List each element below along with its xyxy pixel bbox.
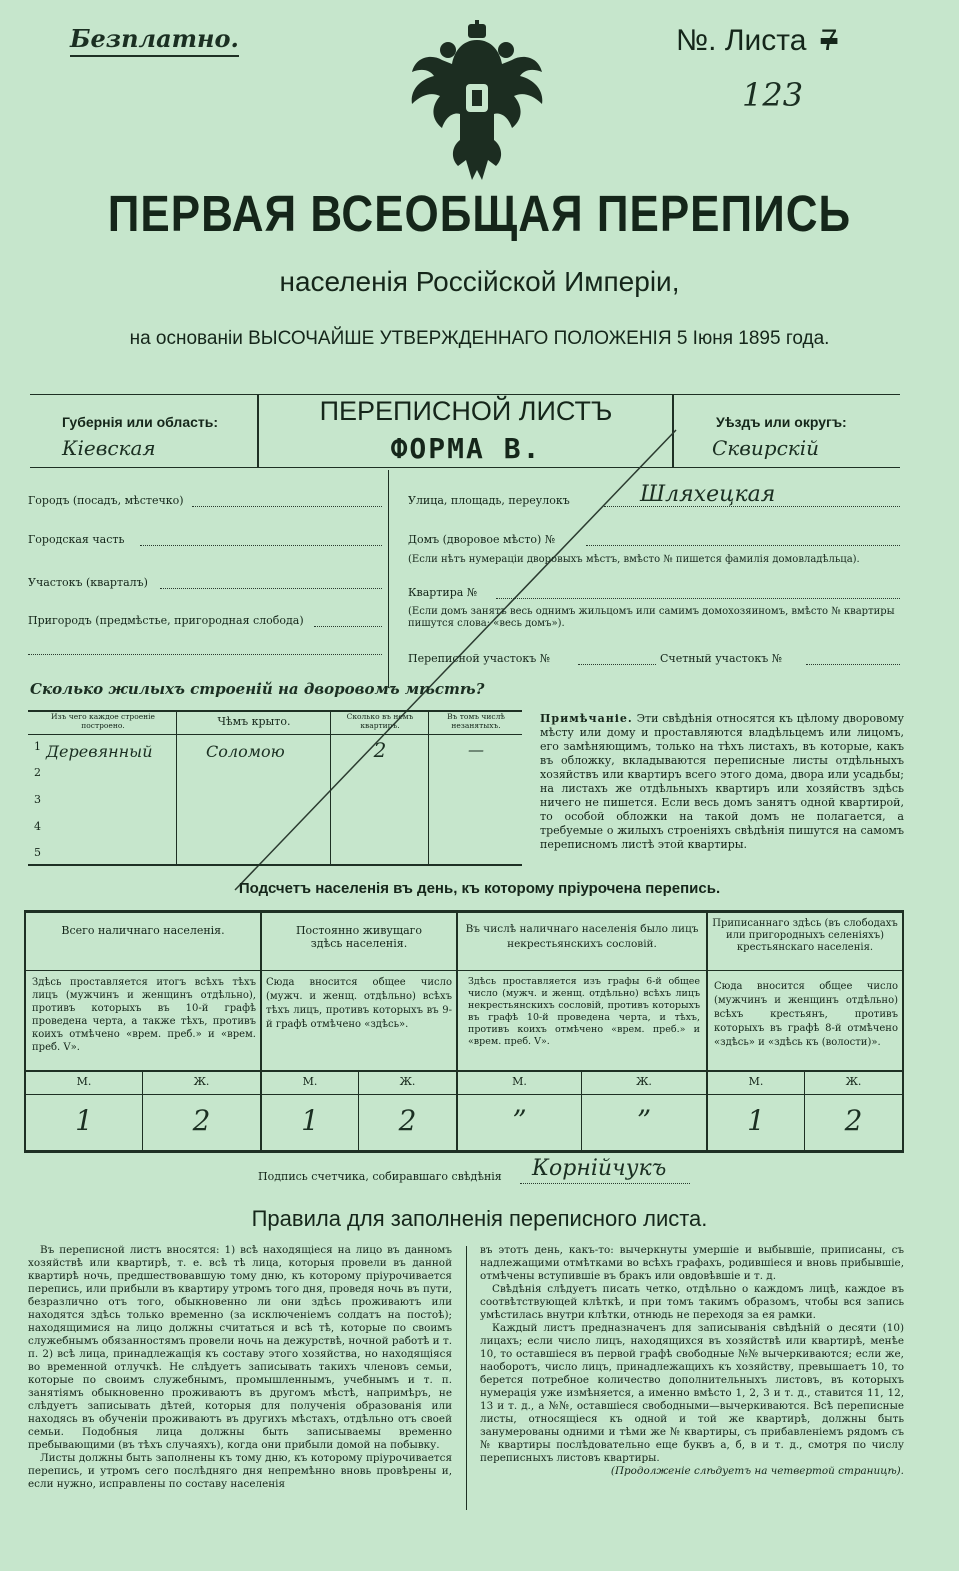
summary-desc-permanent: Сюда вносится общее число (мужч. и женщ. отдѣльно) всѣхъ тѣхъ лицъ, противъ которыхъ въ 9-й графѣ отмѣчено «здѣсь». (266, 977, 452, 1030)
rules-title: Правила для заполненія переписного листа. (251, 1206, 708, 1231)
counting-precinct-label: Счетный участокъ № (660, 652, 783, 665)
summary-f-value: 2 (844, 1104, 863, 1137)
sheet-number-label-text: №. Листа (676, 24, 807, 57)
buildings-row-number: 3 (34, 793, 41, 806)
buildings-note-label: Примѣчаніе. (540, 712, 633, 725)
rules-paragraph: Въ переписной листъ вносятся: 1) всѣ находящіеся на лицо въ данномъ хозяйствѣ или квартирѣ, т. е. всѣ тѣ лица, которыя провели въ данной квартирѣ ночь, предшествовавшую тому дню, къ которому пріурочивается перепись, или прибыли въ квартиру утромъ того дня, проведя ночь въ пути, безразлично отъ того, обыкновенно ли они здѣсь проживаютъ или находятся здѣсь только временно (за исключеніемъ солдатъ на постоѣ); находящимися на лицо должны считаться и всѣ тѣ, которые по своимъ служебнымъ обязанностямъ провели ночь на дежурствѣ, ночной работѣ и т. п. 2) всѣ лица, принадлежащія къ составу этого хозяйства, но находящіяся во временной отлучкѣ. Не слѣдуетъ записывать такихъ членовъ семьи, которые по своимъ служебнымъ, промышленнымъ, учебнымъ и т. п. занятіямъ обыкновенно проживаютъ въ другомъ мѣстѣ, напримѣръ, не слѣдуетъ записывать дѣтей, которыя для полученія образованія или находясь въ обученіи проживаютъ въ другихъ мѣстахъ, отдѣльно отъ своей семьи. Подобныя лица должны быть записываемы временно пребывающими (въ тѣхъ случаяхъ), когда они прибыли домой на побывку. (28, 1244, 452, 1451)
buildings-row-apartments: 2 (373, 738, 387, 762)
district-label: Уѣздъ или округъ: (716, 414, 847, 430)
census-precinct-label: Переписной участокъ № (408, 652, 551, 665)
summary-m-label: М. (302, 1075, 318, 1088)
province-label: Губернія или область: (62, 414, 219, 430)
precinct-label: Участокъ (кварталъ) (28, 576, 148, 589)
rules-left-column (28, 1244, 452, 1491)
sheet-number-handwritten: 123 (742, 76, 804, 114)
apartment-label: Квартира № (408, 586, 478, 599)
city-label: Городъ (посадъ, мѣстечко) (28, 494, 184, 507)
rules-paragraph: Свѣдѣнія слѣдуетъ писать четко, отдѣльно о каждомъ лицѣ, каждое въ соотвѣтствующей клѣткѣ, и при томъ такимъ образомъ, чтобы вся запись умѣстилась внутри клѣтки, отнюдь не переходя за ея рамки. (480, 1283, 904, 1321)
street-value: Шляхецкая (640, 482, 776, 507)
rules-paragraph: въ этотъ день, какъ-то: вычеркнуты умершіе и выбывшіе, приписаны, съ надлежащими отмѣтками во всѣхъ графахъ, родившіеся и вновь прибывшіе, отмѣчены вступившіе въ бракъ или овдовѣвшіе и т. д. (480, 1244, 904, 1282)
summary-head-present: Всего наличнаго населенія. (61, 924, 225, 937)
buildings-header-material: Изъ чего каждое строеніе построено. (51, 712, 155, 730)
buildings-note (540, 712, 904, 852)
summary-m-value: ” (512, 1104, 527, 1137)
summary-f-label: Ж. (636, 1075, 652, 1088)
census-title: ПЕРВАЯ ВСЕОБЩАЯ ПЕРЕПИСЬ (107, 186, 852, 243)
summary-head-peasant: Приписаннаго здѣсь (въ слободахъ или пригородныхъ селеніяхъ) крестьянскаго населенія. (712, 918, 898, 953)
signature-value: Корнійчукъ (532, 1156, 667, 1181)
signature-label: Подпись счетчика, собиравшаго свѣдѣнія (258, 1170, 502, 1183)
rules-right-column (480, 1244, 904, 1478)
census-subtitle: населенія Россійской Имперіи, (279, 266, 680, 297)
census-basis: на основаніи ВЫСОЧАЙШЕ УТВЕРЖДЕННАГО ПОЛОЖЕНІЯ 5 Іюня 1895 года. (129, 328, 830, 349)
summary-title: Подсчетъ населенія въ день, къ которому пріурочена перепись. (238, 880, 721, 897)
street-label: Улица, площадь, переулокъ (408, 494, 570, 507)
summary-head-nonpeasant: Въ числѣ наличнаго населенія было лицъ некрестьянскихъ сословій. (465, 923, 699, 950)
summary-m-value: 1 (301, 1104, 319, 1137)
population-summary-table (24, 910, 904, 1153)
house-label: Домъ (дворовое мѣсто) № (408, 533, 556, 546)
city-part-label: Городская часть (28, 533, 125, 546)
house-note: (Если нѣтъ нумераціи дворовыхъ мѣстъ, вмѣсто № пишется фамилія домовладѣльца). (408, 554, 860, 565)
province-value: Кіевская (62, 436, 156, 460)
buildings-row-roof: Соломою (206, 742, 285, 761)
summary-desc-peasant: Сюда вносится общее число (мужчинъ и женщинъ отдѣльно) всѣхъ крестьянъ, противъ которыхъ въ графѣ 8-й отмѣчено «здѣсь» и «здѣсь къ (волости)». (714, 981, 898, 1048)
summary-m-value: 1 (747, 1104, 765, 1137)
rules-paragraph: Листы должны быть заполнены къ тому дню, къ которому пріурочивается перепись, и утромъ сего послѣдняго дня непремѣнно вновь провѣрены и, если нужно, исправлены по составу населенія (28, 1452, 452, 1490)
district-value: Сквирскій (712, 436, 819, 460)
summary-head-permanent: Постоянно живущаго здѣсь населенія. (295, 924, 423, 950)
summary-m-label: М. (76, 1075, 92, 1088)
buildings-table (28, 710, 522, 866)
summary-f-value: 2 (192, 1104, 211, 1137)
form-label: ФОРМА В. (390, 432, 542, 465)
buildings-header-roof: Чѣмъ крыто. (217, 715, 291, 728)
buildings-row-number: 1 (34, 740, 41, 753)
summary-desc-present: Здѣсь проставляется итогъ всѣхъ тѣхъ лицъ (мужчинъ и женщинъ отдѣльно), противъ которыхъ въ 10-й графѣ проведена черта, а также тѣхъ, противъ коихъ отмѣчено «врем. преб.» и «врем. преб. V». (32, 977, 256, 1053)
buildings-row-number: 2 (34, 766, 41, 779)
buildings-row-number: 4 (34, 820, 41, 833)
sheet-number-struck: 7 (820, 24, 838, 57)
buildings-header-apartments: Сколько въ немъ квартиръ. (346, 712, 414, 730)
free-label: Безплатно. (70, 24, 239, 57)
buildings-header-vacant: Въ томъ числѣ незанятыхъ. (447, 712, 505, 730)
census-sheet-title: ПЕРЕПИСНОЙ ЛИСТЪ (319, 396, 613, 426)
summary-desc-nonpeasant: Здѣсь проставляется изъ графы 6-й общее число (мужч. и женщ. отдѣльно) всѣхъ лицъ некрестьянскихъ сословій, противъ которыхъ въ графѣ 10-й проведена черта, и тѣхъ, противъ коихъ отмѣчено «врем. преб.» и «врем. преб. V». (468, 976, 700, 1047)
buildings-row-material: Деревянный (46, 742, 153, 761)
summary-f-value: 2 (398, 1104, 417, 1137)
buildings-question: Сколько жилыхъ строеній на дворовомъ мѣстѣ? (30, 680, 485, 698)
buildings-note-text: Эти свѣдѣнія относятся къ цѣлому дворовому мѣсту или дому и проставляются владѣльцемъ или лицомъ, его замѣняющимъ, только на тѣхъ листахъ, въ которые, какъ въ обложку, вкладываются переписные листы отдѣльныхъ хозяйствъ или квартиръ всего этого дома, двора или усадьбы; на листахъ же отдѣльныхъ квартиръ или хозяйствъ здѣсь ничего не пишется. Если весь домъ занятъ одной квартирой, то особой обложки на такой домъ не полагается, а требуемые о жилыхъ строеніяхъ свѣдѣнія пишутся на самомъ переписномъ листѣ этой квартиры. (540, 712, 904, 851)
rules-continued: (Продолженіе слѣдуетъ на четвертой страницѣ). (610, 1465, 904, 1477)
apartment-note: (Если домъ занятъ весь однимъ жильцомъ или самимъ домохозяиномъ, вмѣсто № квартиры пишутся слова: «весь домъ»). (408, 606, 895, 629)
suburb-label: Пригородъ (предмѣстье, пригородная слобода) (28, 614, 304, 627)
rules-paragraph: Каждый листъ предназначенъ для записыванія свѣдѣній о десяти (10) лицахъ; если число лицъ, находящихся въ хозяйствѣ или квартирѣ, менѣе 10, то оставшіеся въ первой графѣ свободные №№ вычеркиваются; если же, наоборотъ, число лицъ, принадлежащихъ къ хозяйству, превышаетъ 10, то берется потребное количество дополнительныхъ листовъ, въ которыхъ нумерація уже измѣняется, а именно вмѣсто 1, 2, 3 и т. д., ставится 11, 12, 13 и т. д., а №№, оставшіеся свободными—вычеркиваются. Всѣ переписные листы, относящіеся къ одной и той же квартирѣ, должны быть занумерованы одними и тѣми же № квартиры, съ прибавленіемъ рядомъ съ № квартиры послѣдовательно еще буквъ а, б, в и т. д., смотря по числу переписныхъ листовъ квартиры. (480, 1322, 904, 1464)
summary-m-label: М. (512, 1075, 527, 1088)
buildings-row-number: 5 (34, 846, 41, 859)
summary-f-label: Ж. (193, 1075, 210, 1088)
buildings-row-vacant: — (468, 740, 484, 759)
summary-m-value: 1 (75, 1104, 93, 1137)
summary-f-label: Ж. (399, 1075, 416, 1088)
summary-m-label: М. (748, 1075, 764, 1088)
summary-f-value: ” (636, 1104, 652, 1137)
summary-f-label: Ж. (845, 1075, 862, 1088)
